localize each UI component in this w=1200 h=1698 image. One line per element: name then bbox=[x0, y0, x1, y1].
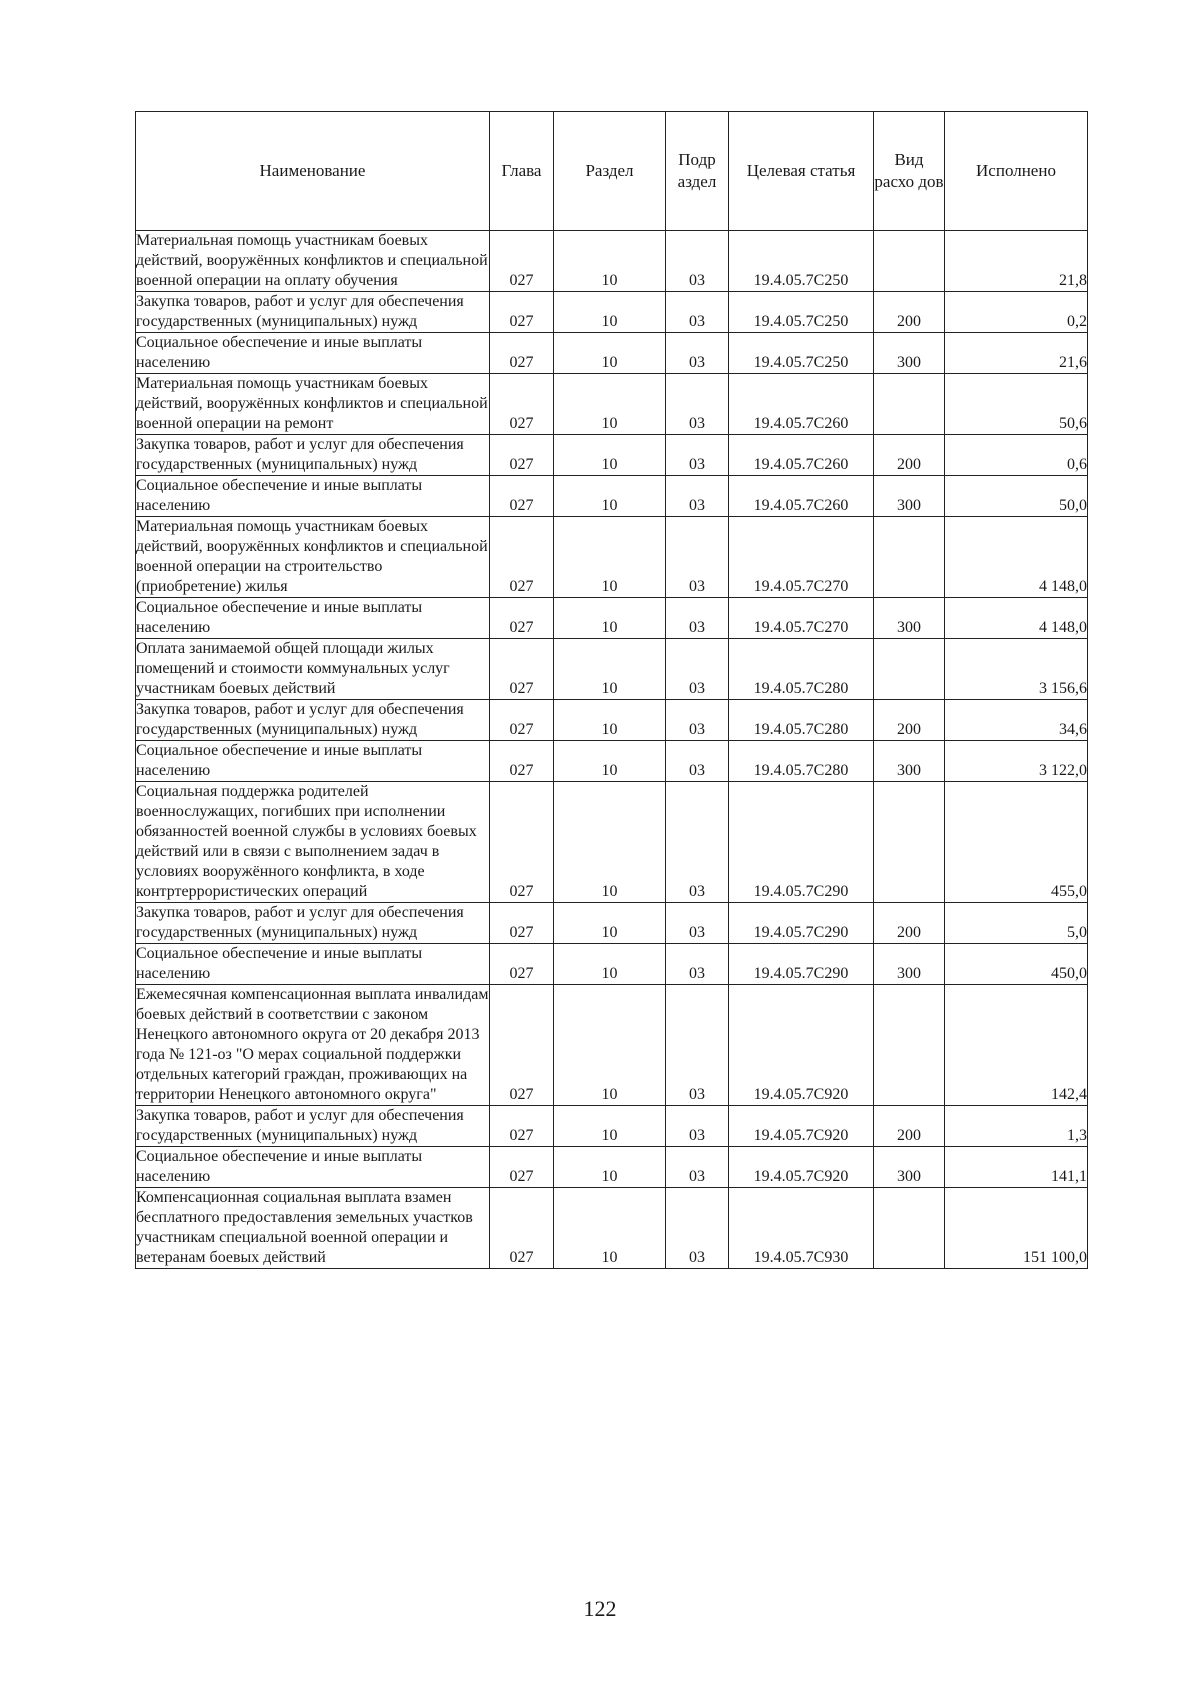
cell-expense-type: 300 bbox=[874, 333, 945, 374]
cell-expense-type bbox=[874, 231, 945, 292]
cell-target-article: 19.4.05.7С280 bbox=[729, 741, 874, 782]
cell-section: 10 bbox=[554, 517, 666, 598]
cell-executed: 142,4 bbox=[945, 985, 1088, 1106]
table-row bbox=[136, 985, 1088, 1106]
cell-name: Оплата занимаемой общей площади жилых помещений и стоимости коммунальных услуг участникам боевых действий bbox=[136, 639, 490, 700]
cell-name: Закупка товаров, работ и услуг для обеспечения государственных (муниципальных) нужд bbox=[136, 435, 490, 476]
cell-name: Социальное обеспечение и иные выплаты населению bbox=[136, 741, 490, 782]
header-name: Наименование bbox=[136, 112, 490, 231]
cell-subsection: 03 bbox=[666, 985, 729, 1106]
cell-executed: 4 148,0 bbox=[945, 517, 1088, 598]
cell-subsection: 03 bbox=[666, 741, 729, 782]
table-row bbox=[136, 639, 1088, 700]
cell-subsection: 03 bbox=[666, 517, 729, 598]
cell-name: Материальная помощь участникам боевых действий, вооружённых конфликтов и специальной военной операции на строительство (приобретение) жилья bbox=[136, 517, 490, 598]
cell-chapter: 027 bbox=[490, 700, 554, 741]
cell-executed: 0,2 bbox=[945, 292, 1088, 333]
cell-chapter: 027 bbox=[490, 374, 554, 435]
cell-executed: 5,0 bbox=[945, 903, 1088, 944]
cell-chapter: 027 bbox=[490, 333, 554, 374]
page-number: 122 bbox=[583, 1596, 617, 1621]
cell-target-article: 19.4.05.7С920 bbox=[729, 1106, 874, 1147]
cell-target-article: 19.4.05.7С920 bbox=[729, 1147, 874, 1188]
cell-name: Ежемесячная компенсационная выплата инвалидам боевых действий в соответствии с законом Ненецкого автономного округа от 20 декабря 2013 года № 121-оз "О мерах социальной поддержки отдельных категорий граждан, проживающих на территории Ненецкого автономного округа" bbox=[136, 985, 490, 1106]
header-expense-type: Вид расхо дов bbox=[874, 112, 945, 231]
cell-target-article: 19.4.05.7С250 bbox=[729, 333, 874, 374]
cell-expense-type: 300 bbox=[874, 476, 945, 517]
cell-executed: 21,6 bbox=[945, 333, 1088, 374]
cell-expense-type bbox=[874, 985, 945, 1106]
cell-executed: 151 100,0 bbox=[945, 1188, 1088, 1269]
table-row bbox=[136, 944, 1088, 985]
cell-chapter: 027 bbox=[490, 944, 554, 985]
cell-expense-type: 200 bbox=[874, 292, 945, 333]
cell-chapter: 027 bbox=[490, 782, 554, 903]
cell-executed: 4 148,0 bbox=[945, 598, 1088, 639]
cell-section: 10 bbox=[554, 985, 666, 1106]
cell-section: 10 bbox=[554, 476, 666, 517]
cell-subsection: 03 bbox=[666, 903, 729, 944]
table-row bbox=[136, 292, 1088, 333]
cell-chapter: 027 bbox=[490, 231, 554, 292]
cell-expense-type bbox=[874, 782, 945, 903]
cell-expense-type: 200 bbox=[874, 903, 945, 944]
cell-target-article: 19.4.05.7С280 bbox=[729, 639, 874, 700]
cell-chapter: 027 bbox=[490, 292, 554, 333]
header-target-article: Целевая статья bbox=[729, 112, 874, 231]
cell-target-article: 19.4.05.7С920 bbox=[729, 985, 874, 1106]
cell-executed: 21,8 bbox=[945, 231, 1088, 292]
cell-executed: 34,6 bbox=[945, 700, 1088, 741]
cell-subsection: 03 bbox=[666, 333, 729, 374]
cell-name: Социальное обеспечение и иные выплаты населению bbox=[136, 944, 490, 985]
cell-chapter: 027 bbox=[490, 1106, 554, 1147]
table-row bbox=[136, 374, 1088, 435]
table-row bbox=[136, 700, 1088, 741]
cell-executed: 3 122,0 bbox=[945, 741, 1088, 782]
cell-chapter: 027 bbox=[490, 517, 554, 598]
cell-name: Социальное обеспечение и иные выплаты населению bbox=[136, 1147, 490, 1188]
budget-execution-table bbox=[135, 111, 1088, 1269]
cell-section: 10 bbox=[554, 782, 666, 903]
cell-name: Социальное обеспечение и иные выплаты населению bbox=[136, 598, 490, 639]
cell-subsection: 03 bbox=[666, 700, 729, 741]
table-row bbox=[136, 1147, 1088, 1188]
cell-chapter: 027 bbox=[490, 1147, 554, 1188]
cell-subsection: 03 bbox=[666, 639, 729, 700]
cell-chapter: 027 bbox=[490, 985, 554, 1106]
cell-subsection: 03 bbox=[666, 374, 729, 435]
table-row bbox=[136, 741, 1088, 782]
cell-target-article: 19.4.05.7С250 bbox=[729, 292, 874, 333]
table-row bbox=[136, 782, 1088, 903]
cell-chapter: 027 bbox=[490, 435, 554, 476]
cell-executed: 455,0 bbox=[945, 782, 1088, 903]
cell-name: Закупка товаров, работ и услуг для обеспечения государственных (муниципальных) нужд bbox=[136, 903, 490, 944]
cell-target-article: 19.4.05.7С260 bbox=[729, 435, 874, 476]
cell-section: 10 bbox=[554, 231, 666, 292]
cell-expense-type: 200 bbox=[874, 435, 945, 476]
cell-executed: 0,6 bbox=[945, 435, 1088, 476]
cell-executed: 450,0 bbox=[945, 944, 1088, 985]
table-row bbox=[136, 476, 1088, 517]
header-executed: Исполнено bbox=[945, 112, 1088, 231]
cell-name: Социальная поддержка родителей военнослужащих, погибших при исполнении обязанностей военной службы в условиях боевых действий или в связи с выполнением задач в условиях вооружённого конфликта, в ходе контртеррористических операций bbox=[136, 782, 490, 903]
table-row bbox=[136, 903, 1088, 944]
cell-target-article: 19.4.05.7С290 bbox=[729, 944, 874, 985]
cell-subsection: 03 bbox=[666, 1188, 729, 1269]
header-section: Раздел bbox=[554, 112, 666, 231]
cell-section: 10 bbox=[554, 639, 666, 700]
cell-section: 10 bbox=[554, 741, 666, 782]
cell-subsection: 03 bbox=[666, 292, 729, 333]
header-subsection: Подр аздел bbox=[666, 112, 729, 231]
cell-expense-type: 300 bbox=[874, 1147, 945, 1188]
cell-subsection: 03 bbox=[666, 944, 729, 985]
header-chapter: Глава bbox=[490, 112, 554, 231]
cell-subsection: 03 bbox=[666, 1106, 729, 1147]
cell-section: 10 bbox=[554, 944, 666, 985]
cell-section: 10 bbox=[554, 1147, 666, 1188]
cell-expense-type bbox=[874, 374, 945, 435]
cell-target-article: 19.4.05.7С250 bbox=[729, 231, 874, 292]
cell-subsection: 03 bbox=[666, 476, 729, 517]
cell-section: 10 bbox=[554, 1188, 666, 1269]
table-row bbox=[136, 598, 1088, 639]
table-row bbox=[136, 333, 1088, 374]
cell-name: Социальное обеспечение и иные выплаты населению bbox=[136, 476, 490, 517]
cell-target-article: 19.4.05.7С290 bbox=[729, 782, 874, 903]
cell-chapter: 027 bbox=[490, 476, 554, 517]
cell-chapter: 027 bbox=[490, 903, 554, 944]
cell-expense-type: 200 bbox=[874, 1106, 945, 1147]
cell-chapter: 027 bbox=[490, 598, 554, 639]
cell-executed: 50,0 bbox=[945, 476, 1088, 517]
cell-chapter: 027 bbox=[490, 1188, 554, 1269]
table-body bbox=[136, 231, 1088, 1269]
cell-executed: 3 156,6 bbox=[945, 639, 1088, 700]
cell-name: Закупка товаров, работ и услуг для обеспечения государственных (муниципальных) нужд bbox=[136, 1106, 490, 1147]
cell-target-article: 19.4.05.7С260 bbox=[729, 476, 874, 517]
cell-expense-type: 300 bbox=[874, 598, 945, 639]
cell-section: 10 bbox=[554, 333, 666, 374]
cell-chapter: 027 bbox=[490, 741, 554, 782]
cell-expense-type bbox=[874, 517, 945, 598]
cell-target-article: 19.4.05.7С280 bbox=[729, 700, 874, 741]
cell-section: 10 bbox=[554, 903, 666, 944]
cell-target-article: 19.4.05.7С270 bbox=[729, 517, 874, 598]
cell-expense-type: 300 bbox=[874, 944, 945, 985]
cell-subsection: 03 bbox=[666, 231, 729, 292]
cell-expense-type bbox=[874, 639, 945, 700]
cell-expense-type: 200 bbox=[874, 700, 945, 741]
cell-subsection: 03 bbox=[666, 1147, 729, 1188]
cell-name: Закупка товаров, работ и услуг для обеспечения государственных (муниципальных) нужд bbox=[136, 292, 490, 333]
cell-expense-type bbox=[874, 1188, 945, 1269]
cell-name: Материальная помощь участникам боевых действий, вооружённых конфликтов и специальной военной операции на ремонт bbox=[136, 374, 490, 435]
table-row bbox=[136, 231, 1088, 292]
cell-subsection: 03 bbox=[666, 598, 729, 639]
cell-subsection: 03 bbox=[666, 435, 729, 476]
table-row bbox=[136, 1106, 1088, 1147]
cell-section: 10 bbox=[554, 1106, 666, 1147]
table-row bbox=[136, 1188, 1088, 1269]
cell-name: Материальная помощь участникам боевых действий, вооружённых конфликтов и специальной военной операции на оплату обучения bbox=[136, 231, 490, 292]
cell-target-article: 19.4.05.7С270 bbox=[729, 598, 874, 639]
cell-executed: 1,3 bbox=[945, 1106, 1088, 1147]
table-row bbox=[136, 435, 1088, 476]
cell-section: 10 bbox=[554, 700, 666, 741]
cell-expense-type: 300 bbox=[874, 741, 945, 782]
cell-section: 10 bbox=[554, 292, 666, 333]
cell-section: 10 bbox=[554, 598, 666, 639]
table-row bbox=[136, 517, 1088, 598]
cell-executed: 141,1 bbox=[945, 1147, 1088, 1188]
cell-section: 10 bbox=[554, 435, 666, 476]
table-header-row bbox=[136, 112, 1088, 231]
cell-name: Компенсационная социальная выплата взамен бесплатного предоставления земельных участков участникам специальной военной операции и ветеранам боевых действий bbox=[136, 1188, 490, 1269]
cell-name: Социальное обеспечение и иные выплаты населению bbox=[136, 333, 490, 374]
cell-subsection: 03 bbox=[666, 782, 729, 903]
cell-target-article: 19.4.05.7С930 bbox=[729, 1188, 874, 1269]
cell-chapter: 027 bbox=[490, 639, 554, 700]
cell-section: 10 bbox=[554, 374, 666, 435]
cell-name: Закупка товаров, работ и услуг для обеспечения государственных (муниципальных) нужд bbox=[136, 700, 490, 741]
cell-target-article: 19.4.05.7С290 bbox=[729, 903, 874, 944]
cell-target-article: 19.4.05.7С260 bbox=[729, 374, 874, 435]
cell-executed: 50,6 bbox=[945, 374, 1088, 435]
